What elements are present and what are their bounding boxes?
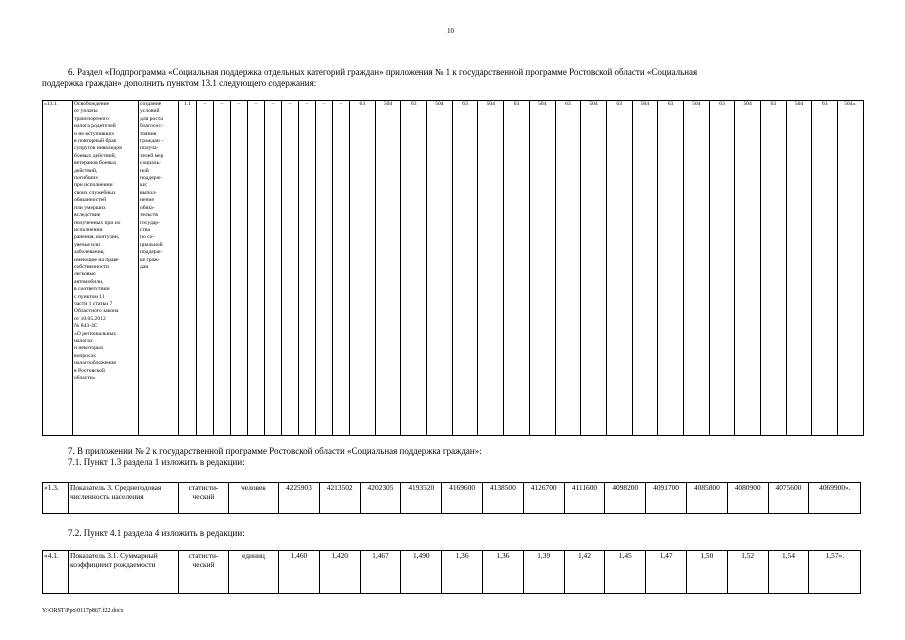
measure-name-cell-line: в соответствии	[74, 286, 110, 293]
value-cell: 1,47	[646, 551, 687, 594]
measure-goal-cell-line: циальной	[140, 241, 163, 248]
indicator-name-cell: Показатель 3.1. Суммарный коэффициент рождаемости	[69, 551, 179, 594]
section7-heading	[42, 446, 482, 468]
value-cell: 63	[401, 101, 427, 436]
measure-goal-cell-line: тояния	[140, 130, 157, 137]
value-cell: 4080900	[727, 483, 768, 514]
program-table-13-1	[42, 100, 864, 436]
value-cell: 4126700	[523, 483, 564, 514]
value-cell: 504».	[838, 101, 864, 436]
value-cell: 1,52	[727, 551, 768, 594]
measure-goal-cell-line: обяза-	[140, 204, 155, 211]
measure-name-cell-line: Освобождение	[74, 101, 110, 107]
measure-goal-cell-line: благосос-	[140, 123, 163, 130]
value-cell: 63	[350, 101, 376, 436]
value-cell: 63	[606, 101, 632, 436]
value-cell: 1,420	[319, 551, 360, 594]
measure-goal-cell-line: граждан –	[140, 138, 164, 145]
dash-cell: –	[197, 101, 214, 436]
measure-name-cell-line: действий,	[74, 167, 98, 174]
value-cell: 504	[529, 101, 555, 436]
value-cell: 504	[478, 101, 504, 436]
measure-goal-cell-line: по со-	[140, 234, 155, 241]
measure-goal-cell-line: ке граж-	[140, 256, 160, 263]
measure-name-cell-line: заболевания,	[74, 249, 105, 256]
measure-goal-cell-line: тельств	[140, 212, 158, 219]
value-cell: 504	[683, 101, 709, 436]
dash-cell: –	[248, 101, 265, 436]
value-cell: 4098200	[605, 483, 646, 514]
value-cell: 4169600	[442, 483, 483, 514]
value-cell: 504	[581, 101, 607, 436]
measure-name-cell-line: боевых действий,	[74, 152, 117, 159]
item-number-cell: «1.3.	[43, 483, 69, 514]
value-cell: 504	[375, 101, 401, 436]
value-cell: 4069900».	[809, 483, 861, 514]
unit-cell: единиц	[229, 551, 279, 594]
measure-goal-cell-line: дан	[140, 263, 149, 270]
measure-goal-cell-line: поддерж-	[140, 175, 163, 182]
value-cell: 4138500	[482, 483, 523, 514]
value-cell: 4202305	[360, 483, 401, 514]
measure-name-cell-line: и не вступивших	[74, 130, 115, 137]
value-cell: 1,460	[279, 551, 320, 594]
measure-goal-cell-line: государ-	[140, 219, 160, 226]
value-cell: 1,36	[442, 551, 483, 594]
measure-name-cell-line: транспортного	[74, 115, 109, 122]
measure-name-cell-line: от 10.05.2012	[74, 315, 106, 322]
measure-name-cell-line: вследствие	[74, 212, 101, 219]
measure-name-cell-line: увечья или	[74, 241, 100, 248]
value-cell: 63	[555, 101, 581, 436]
measure-name-cell-line: ветеранов боевых	[74, 160, 117, 167]
indicator-name-cell: Показатель 3. Среднегодовая численность населения	[69, 483, 179, 514]
measure-goal-cell-line: создание	[140, 101, 162, 107]
dash-cell: –	[282, 101, 299, 436]
measure-name-cell-line: своих служебных	[74, 189, 116, 196]
indicator-ref-cell: 1.1	[179, 101, 197, 436]
measure-name-cell-line: погибших	[74, 175, 99, 182]
measure-goal-cell	[139, 101, 179, 436]
measure-name-cell-line: вопросах	[74, 352, 96, 359]
dash-cell: –	[265, 101, 282, 436]
value-cell: 1,57».	[809, 551, 861, 594]
measure-name-cell-line: области»	[74, 375, 96, 382]
page-number: 10	[447, 27, 454, 35]
section6-line2: поддержка граждан» дополнить пунктом 13.1 следующего содержания:	[42, 78, 317, 88]
section7-2-heading: 7.2. Пункт 4.1 раздела 4 изложить в редакции:	[68, 528, 245, 538]
value-cell: 1,50	[686, 551, 727, 594]
table-row	[43, 483, 861, 514]
value-cell: 4213502	[319, 483, 360, 514]
measure-name-cell-line: «О региональных	[74, 330, 117, 337]
dash-cell: –	[231, 101, 248, 436]
table-row	[43, 101, 864, 436]
measure-name-cell-line: с пунктом 11	[74, 293, 105, 300]
measure-name-cell-line: в повторный брак	[74, 138, 117, 145]
value-cell: 504	[735, 101, 761, 436]
value-cell: 63	[504, 101, 530, 436]
dash-cell: –	[299, 101, 316, 436]
measure-goal-cell-line: ной	[140, 167, 149, 174]
measure-goal-cell-line: выпол-	[140, 189, 157, 196]
section6-line1: 6. Раздел «Подпрограмма «Социальная поддержка отдельных категорий граждан» приложения № 1 к государственной программе Ростовской области «Социальная	[68, 67, 698, 77]
measure-name-cell-line: имеющие на праве	[74, 256, 119, 263]
measure-name-cell-line: или умерших	[74, 204, 106, 211]
item-number-cell: «13.1.	[43, 101, 73, 436]
value-cell: 504	[786, 101, 812, 436]
table-row	[43, 551, 861, 594]
file-path-footer: Y:\ORST\Ppo\0117p867.f22.docx	[42, 608, 124, 614]
measure-goal-cell-line: телей мер	[140, 152, 164, 159]
value-cell: 63	[709, 101, 735, 436]
value-cell: 1,45	[605, 551, 646, 594]
dash-cell: –	[333, 101, 350, 436]
value-cell: 1,39	[523, 551, 564, 594]
unit-cell: человек	[229, 483, 279, 514]
indicator-table-1-3	[42, 482, 861, 514]
measure-name-cell-line: супругов инвалидов	[74, 145, 122, 152]
measure-name-cell-line: ранения, контузии,	[74, 234, 120, 241]
section6-heading	[42, 67, 861, 89]
measure-name-cell-line: исполнении	[74, 226, 103, 233]
indicator-type-cell: статисти-ческий	[179, 551, 229, 594]
value-cell: 504	[632, 101, 658, 436]
value-cell: 4075600	[768, 483, 809, 514]
value-cell: 4193520	[401, 483, 442, 514]
value-cell: 63	[658, 101, 684, 436]
measure-name-cell-line: и некоторых	[74, 345, 104, 352]
value-cell: 1,490	[401, 551, 442, 594]
measure-name-cell-line: собственности	[74, 263, 109, 270]
value-cell: 63	[761, 101, 787, 436]
item-number-cell: «4.1.	[43, 551, 69, 594]
value-cell: 63	[812, 101, 838, 436]
measure-goal-cell-line: для роста	[140, 115, 163, 122]
value-cell: 4085800	[686, 483, 727, 514]
value-cell: 4111600	[564, 483, 605, 514]
value-cell: 504	[427, 101, 453, 436]
measure-name-cell	[73, 101, 139, 436]
measure-name-cell-line: части 1 статьи 7	[74, 300, 113, 307]
measure-name-cell-line: автомобили,	[74, 278, 104, 285]
value-cell: 4225903	[279, 483, 320, 514]
measure-name-cell-line: полученных при их	[74, 219, 121, 226]
value-cell: 1,36	[482, 551, 523, 594]
value-cell: 1,42	[564, 551, 605, 594]
measure-name-cell-line: налогах	[74, 338, 93, 344]
measure-name-cell-line: налогообложения	[74, 360, 116, 367]
measure-name-cell-line: в Ростовской	[74, 367, 105, 374]
dash-cell: –	[214, 101, 231, 436]
measure-name-cell-line: обязанностей	[74, 197, 107, 204]
measure-goal-cell-line: нение	[140, 197, 154, 204]
measure-name-cell-line: налога родителей	[74, 123, 116, 130]
section7-line2: 7.1. Пункт 1.3 раздела 1 изложить в редакции:	[68, 457, 245, 467]
measure-name-cell-line: при исполнении	[74, 182, 113, 189]
measure-goal-cell-line: ки;	[140, 182, 148, 189]
section7-line1: 7. В приложении № 2 к государственной программе Ростовской области «Социальная поддержка граждан»:	[68, 446, 482, 456]
measure-goal-cell-line: ства	[140, 226, 150, 233]
measure-name-cell-line: легковые	[74, 271, 96, 278]
measure-goal-cell-line: условий	[140, 108, 160, 115]
measure-goal-cell-line: получа-	[140, 145, 159, 152]
measure-goal-cell-line: социаль-	[140, 160, 162, 167]
indicator-table-4-1	[42, 550, 861, 594]
value-cell: 1,54	[768, 551, 809, 594]
measure-name-cell-line: Областного закона	[74, 308, 119, 315]
measure-name-cell-line: от уплаты	[74, 108, 98, 115]
measure-name-cell-line: № 843-ЗС	[74, 323, 98, 330]
value-cell: 1,467	[360, 551, 401, 594]
measure-goal-cell-line: поддерж-	[140, 249, 163, 256]
value-cell: 63	[452, 101, 478, 436]
dash-cell: –	[316, 101, 333, 436]
value-cell: 4091700	[646, 483, 687, 514]
indicator-type-cell: статисти-ческий	[179, 483, 229, 514]
